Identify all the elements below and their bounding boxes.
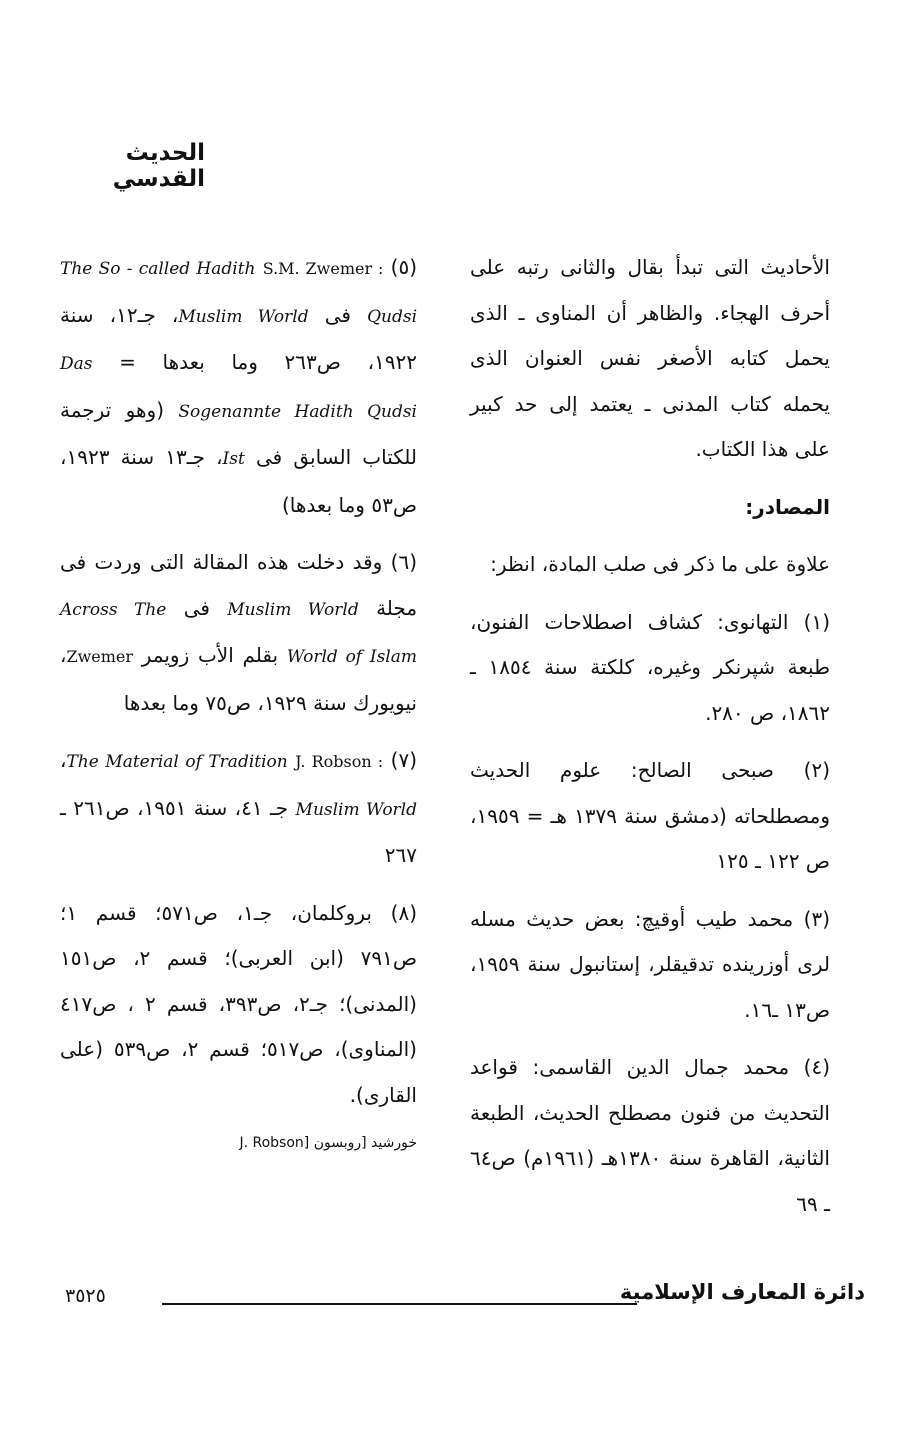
running-header-title: الحديث القدسي: [112, 140, 205, 192]
reference-5: [60, 245, 417, 528]
signature-bracket-latin: J. Robson]: [239, 1135, 310, 1151]
reference-title: The So - called Hadith Qudsi: [60, 259, 418, 327]
reference-text: (وهو ترجمة للكتاب السابق فى: [60, 397, 417, 469]
reference-title: Das Sogenannte Hadith Qudsi: [60, 354, 417, 422]
reference-author: Zwemer: [66, 647, 134, 666]
reference-text: ، جـ١٢، سنة ١٩٢٢، ص٢٦٣ وما بعدها =: [60, 302, 417, 374]
reference-7: [60, 738, 417, 879]
reference-text: ،: [60, 748, 67, 772]
reference-text: ، جـ١٣ سنة ١٩٢٣، ص٥٣ وما بعدها): [60, 445, 417, 517]
reference-text: فى: [324, 302, 351, 327]
reference-8: [60, 891, 417, 1119]
reference-3: (٣) محمد طيب أوقيچ: بعض حديث مسله لرى أوزرينده تدقيقلر، إستانبول سنة ١٩٥٩، ص١٣ ـ١٦.: [470, 906, 830, 1022]
right-column: [470, 245, 830, 1239]
reference-number: (٦): [390, 550, 418, 574]
journal-name: Ist: [222, 449, 245, 469]
intro-paragraph: الأحاديث التى تبدأ بقال والثانى رتبه على أحرف الهجاء. والظاهر أن المناوى ـ الذى يحمل كتابه الأصغر نفس العنوان الذى يحمله كتاب المدنى ـ يعتمد إلى حد كبير على هذا الكتاب.: [470, 255, 830, 461]
reference-text: جـ ٤١، سنة ١٩٥١، ص٢٦١ ـ ٢٦٧: [60, 795, 417, 867]
journal-name: Muslim World: [227, 599, 359, 620]
reference-4: (٤) محمد جمال الدين القاسمى: قواعد التحديث من فنون مصطلح الحديث، الطبعة الثانية، القاهرة سنة ١٣٨٠هـ (١٩٦١م) ص٦٤ ـ ٦٩: [470, 1055, 830, 1216]
reference-text: فى: [183, 595, 210, 620]
footer-rule: [162, 1303, 637, 1305]
page-number: ٣٥٢٥: [65, 1285, 106, 1307]
reference-text: وقد دخلت هذه المقالة التى وردت فى مجلة: [60, 550, 418, 620]
reference-title: The Material of Tradition: [66, 752, 288, 772]
reference-2: (٢) صبحى الصالح: علوم الحديث ومصطلحاته (دمشق سنة ١٣٧٩ هـ = ١٩٥٩، ص ١٢٢ ـ ١٢٥: [470, 758, 830, 873]
signature-bracket-arabic: [روبسون: [313, 1135, 367, 1151]
sources-heading: المصادر:: [745, 494, 830, 519]
reference-text: بقلم الأب زويمر: [141, 643, 279, 667]
reference-text: ، نيويورك سنة ١٩٢٩، ص٧٥ وما بعدها: [60, 643, 417, 715]
left-column: [60, 245, 417, 1154]
reference-author: J. Robson :: [295, 752, 384, 771]
footer-journal-name: دائرة المعارف الإسلامية: [619, 1280, 865, 1304]
journal-name: Muslim World: [295, 799, 418, 820]
sources-intro: علاوة على ما ذكر فى صلب المادة، انظر:: [490, 552, 830, 576]
reference-author: S.M. Zwemer :: [262, 259, 384, 278]
reference-number: (٥): [390, 255, 418, 279]
page-footer: [40, 1280, 865, 1320]
reference-6: [60, 540, 417, 726]
reference-title: Across The World of Islam: [60, 599, 417, 667]
reference-text: بروكلمان، جـ١، ص٥٧١؛ قسم ١؛ ص٧٩١ (ابن العربى)؛ قسم ٢، ص١٥١ (المدنى)؛ جـ٢، ص٣٩٣، قسم ٢ ، ص٤١٧ (المناوى)، ص٥١٧؛ قسم ٢، ص٥٣٩ (على القارى).: [60, 900, 417, 1107]
journal-name: Muslim World: [178, 306, 309, 327]
reference-number: (٨): [390, 900, 418, 925]
author-signature: [60, 1132, 417, 1154]
signature-name: خورشيد: [371, 1135, 417, 1151]
reference-number: (٧): [390, 748, 418, 772]
reference-1: (١) التهانوى: كشاف اصطلاحات الفنون، طبعة شپرنكر وغيره، كلكتة سنة ١٨٥٤ ـ ١٨٦٢، ص ٢٨٠.: [470, 609, 831, 725]
